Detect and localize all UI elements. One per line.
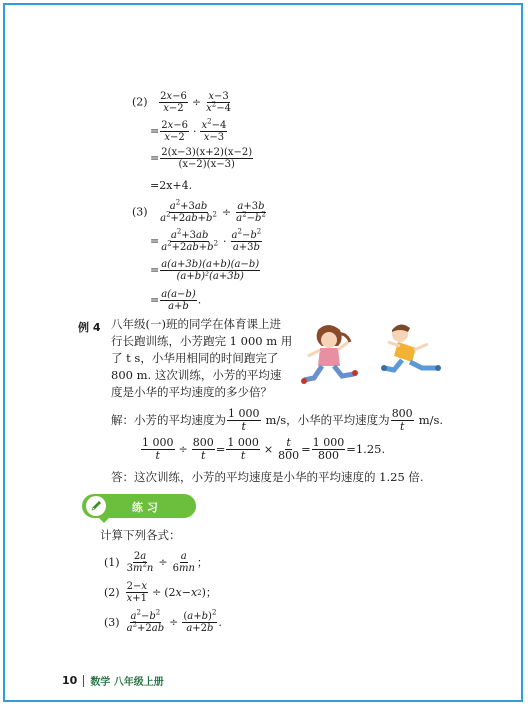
fraction-denominator: a+b	[168, 301, 189, 312]
example-label: 例 4	[78, 321, 101, 334]
exercise-item-3: (3) $\frac{a^2-b^2}{a^2+2ab}$ ÷ $\frac{(a+b)^2}{a+2b}$ .	[104, 608, 222, 634]
solution-2-line-2: = $\frac{2x-6}{x-2}$ · $\frac{x^2-4}{x-3}$	[150, 117, 227, 143]
footer	[62, 673, 164, 688]
fraction: $\frac{a+3b}{a^2-b^2}$	[236, 201, 266, 224]
fraction: $\frac{2x-6}{x-2}$	[160, 91, 187, 114]
problem-line: 八年级(一)班的同学在体育课上进	[111, 317, 281, 331]
fraction: $\frac{x^2-4}{x-3}$	[201, 117, 227, 143]
fraction: $\frac{2a}{3m^2n}$	[126, 551, 154, 574]
fraction: $\frac{800}{t}$	[192, 436, 214, 462]
fraction: $\frac{x-3}{x^2-4}$	[206, 91, 231, 114]
exercise-instruction: 计算下列各式：	[100, 528, 181, 542]
solution-2-line-3: = $\frac{2(x-3)(x+2)(x-2)}{(x-2)(x-3)}$	[150, 147, 253, 170]
fraction: $\frac{a^2-b^2}{a+3b}$	[231, 227, 262, 253]
running-boy-illustration	[380, 322, 444, 378]
fraction: $\frac{t}{800}$	[278, 436, 300, 462]
fraction: $\frac{800}{t}$	[391, 407, 413, 433]
solution-mid: m/s，小华的平均速度为	[265, 413, 390, 427]
exercise-item-1: (1) $\frac{2a}{3m^2n}$ ÷ $\frac{a}{6mn}$ ；	[104, 551, 208, 574]
solution-suffix: m/s.	[418, 413, 444, 427]
exercise-badge	[82, 494, 196, 518]
equation-result: =1.25.	[346, 442, 386, 456]
fraction-numerator: a(a+3b)(a+b)(a−b)	[161, 259, 260, 270]
solution-3-line-4: = $\frac{a(a-b)}{a+b}$ .	[150, 289, 202, 312]
speed-ratio-equation: $\frac{1 000}{t}$ ÷ $\frac{800}{t}$ = $\frac{1 000}{t}$ × $\frac{t}{800}$ = $\frac{1 000}{800}$ =1.25.	[142, 436, 386, 462]
fraction-numerator: a(a−b)	[161, 289, 196, 300]
fraction	[160, 259, 260, 282]
problem-line: 度是小华的平均速度的多少倍？	[111, 385, 272, 399]
fraction: $\frac{1 000}{t}$	[142, 436, 174, 462]
footer-divider	[83, 675, 84, 687]
fraction	[160, 147, 253, 170]
item-label: (1)	[104, 556, 120, 569]
book-title: 数学 八年级上册	[90, 677, 164, 688]
fraction: $\frac{1 000}{t}$	[227, 436, 259, 462]
solution-2-result: =2x+4.	[150, 179, 193, 192]
item-label: (2)	[104, 586, 120, 599]
page-number: 10	[62, 674, 78, 687]
example-solution	[111, 408, 443, 433]
fraction-numerator: 2(x−3)(x+2)(x−2)	[161, 147, 253, 158]
problem-line: 行长跑训练，小芳跑完 1 000 m 用	[111, 334, 293, 348]
fraction: $\frac{1 000}{t}$	[228, 407, 260, 433]
solution-3-line-2: = $\frac{a^2+3ab}{a^2+2ab+b^2}$ · $\frac{a^2-b^2}{a+3b}$	[150, 227, 262, 253]
fraction	[160, 289, 197, 312]
problem-line: 了 t s，小华用相同的时间跑完了	[111, 351, 279, 365]
solution-prefix: 解：小芳的平均速度为	[111, 413, 226, 427]
exercise-item-2: (2) $\frac{2-x}{x+1}$ ÷ (2 x − x 2 )；	[104, 581, 217, 604]
fraction: $\frac{a^2+3ab}{a^2+2ab+b^2}$	[161, 227, 219, 253]
example-problem	[111, 316, 292, 401]
fraction-denominator: (a+b)²(a+3b)	[176, 271, 244, 282]
fraction: $\frac{a}{6mn}$	[172, 551, 195, 574]
fraction: $\frac{2-x}{x+1}$	[126, 581, 147, 604]
chevron-down-icon	[97, 516, 111, 524]
solution-3-line-3: = $\frac{a(a+3b)(a+b)(a-b)}{\text{(a+b)²(a+3b)}}$	[150, 259, 260, 282]
problem-line: 800 m. 这次训练，小芳的平均速	[111, 368, 282, 382]
exercise-badge-label: 练 习	[132, 501, 158, 514]
example-answer: 答：这次训练，小芳的平均速度是小华的平均速度的 1.25 倍.	[111, 470, 424, 484]
solution-3-line-1: (3) $\frac{a^2+3ab}{a^2+2ab+b^2}$ ÷ $\frac{a+3b}{a^2-b^2}$	[132, 198, 266, 224]
solution-2-line-1: (2) $\frac{2x-6}{x-2}$ ÷ $\frac{x-3}{x^2-4}$	[132, 91, 231, 114]
fraction: $\frac{(a+b)^2}{a+2b}$	[183, 608, 217, 634]
pencil-icon	[86, 496, 106, 516]
fraction: $\frac{a^2-b^2}{a^2+2ab}$	[126, 608, 165, 634]
fraction: $\frac{1 000}{800}$	[312, 436, 345, 462]
fraction: $\frac{2x-6}{x-2}$	[161, 120, 188, 143]
item-label: (3)	[104, 616, 120, 629]
fraction-denominator: (x−2)(x−3)	[178, 159, 235, 170]
solution-3-label: (3)	[132, 205, 148, 219]
solution-2-label: (2)	[132, 95, 148, 109]
running-girl-illustration	[296, 320, 362, 390]
fraction: $\frac{a^2+3ab}{a^2+2ab+b^2}$	[160, 198, 217, 224]
